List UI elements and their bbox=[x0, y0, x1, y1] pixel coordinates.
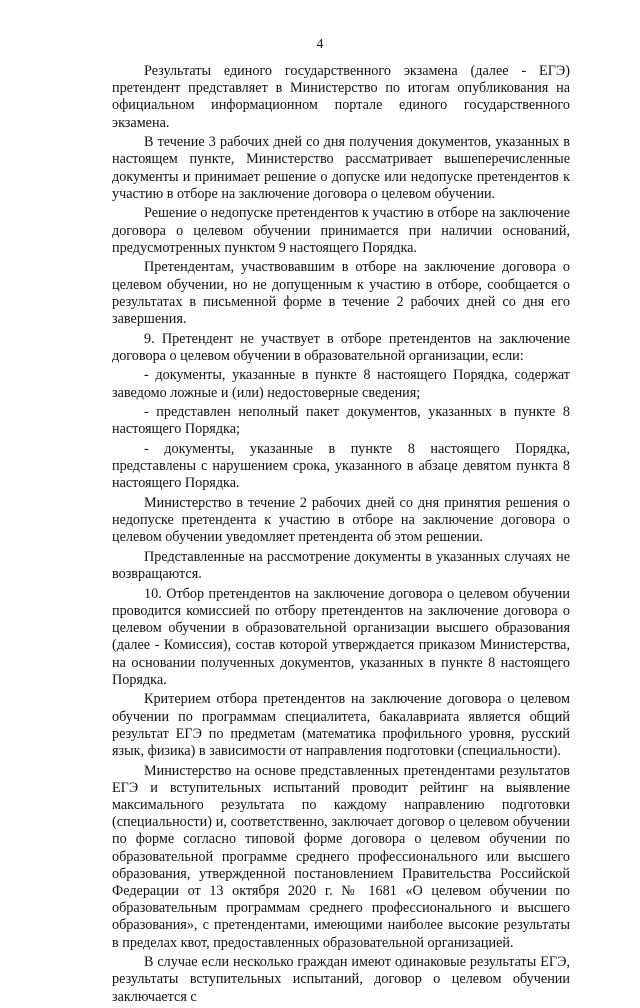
paragraph: Министерство в течение 2 рабочих дней со дня принятия решения о недопуске претендента к участию в отборе на заключение договора о целевом обучении уведомляет претендента об этом решении. bbox=[112, 495, 570, 546]
paragraph: 9. Претендент не участвует в отборе претендентов на заключение договора о целевом обучении в образовательной организации, если: bbox=[112, 330, 570, 364]
paragraph: Результаты единого государственного экзамена (далее - ЕГЭ) претендент представляет в Министерство по итогам опубликования на официальном информационном портале единого государственного экзамена. bbox=[112, 63, 570, 131]
paragraph: Представленные на рассмотрение документы в указанных случаях не возвращаются. bbox=[112, 549, 570, 583]
list-item: - документы, указанные в пункте 8 настоящего Порядка, представлены с нарушением срока, указанного в абзаце девятом пункта 8 настоящего Порядка. bbox=[112, 441, 570, 492]
list-item: - представлен неполный пакет документов, указанных в пункте 8 настоящего Порядка; bbox=[112, 404, 570, 438]
paragraph: В случае если несколько граждан имеют одинаковые результаты ЕГЭ, результаты вступительных испытаний, договор о целевом обучении заключается с bbox=[112, 954, 570, 1005]
paragraph: Министерство на основе представленных претендентами результатов ЕГЭ и вступительных испытаний проводит рейтинг на выявление максимального результата по каждому направлению подготовки (специальности) и, соответственно, заключает договор о целевом обучении по форме согласно типовой форме договора о целевом обучении по образовательной программе среднего профессионального или высшего образования, утвержденной постановлением Правительства Российской Федерации от 13 октября 2020 г. № 1681 «О целевом обучении по образовательным программам среднего профессионального и высшего образования», с претендентами, имеющими наиболее высокие результаты в пределах квот, предоставленных образовательной организацией. bbox=[112, 762, 570, 951]
paragraph: 10. Отбор претендентов на заключение договора о целевом обучении проводится комиссией по отбору претендентов на заключение договора о целевом обучении в образовательной организации высшего образования (далее - Комиссия), состав которой утверждается приказом Министерства, на основании полученных документов, указанных в пункте 8 настоящего Порядка. bbox=[112, 585, 570, 688]
paragraph: Решение о недопуске претендентов к участию в отборе на заключение договора о целевом обучении принимается при наличии оснований, предусмотренных пунктом 9 настоящего Порядка. bbox=[112, 205, 570, 256]
page-number: 4 bbox=[316, 36, 324, 51]
paragraph: Претендентам, участвовавшим в отборе на заключение договора о целевом обучении, но не допущенным к участию в отборе, сообщается о результатах в письменной форме в течение 2 рабочих дней со дня его завершения. bbox=[112, 259, 570, 328]
document-body bbox=[112, 63, 570, 1008]
paragraph: Критерием отбора претендентов на заключение договора о целевом обучении по программам специалитета, бакалавриата является общий результат ЕГЭ по предметам (математика профильного уровня, русский язык, физика) в зависимости от направления подготовки (специальности). bbox=[112, 691, 570, 760]
list-item: - документы, указанные в пункте 8 настоящего Порядка, содержат заведомо ложные и (или) недостоверные сведения; bbox=[112, 367, 570, 401]
paragraph: В течение 3 рабочих дней со дня получения документов, указанных в настоящем пункте, Министерство рассматривает вышеперечисленные документы и принимает решение о допуске или недопуске претендентов к участию в отборе на заключение договора о целевом обучении. bbox=[112, 134, 570, 202]
